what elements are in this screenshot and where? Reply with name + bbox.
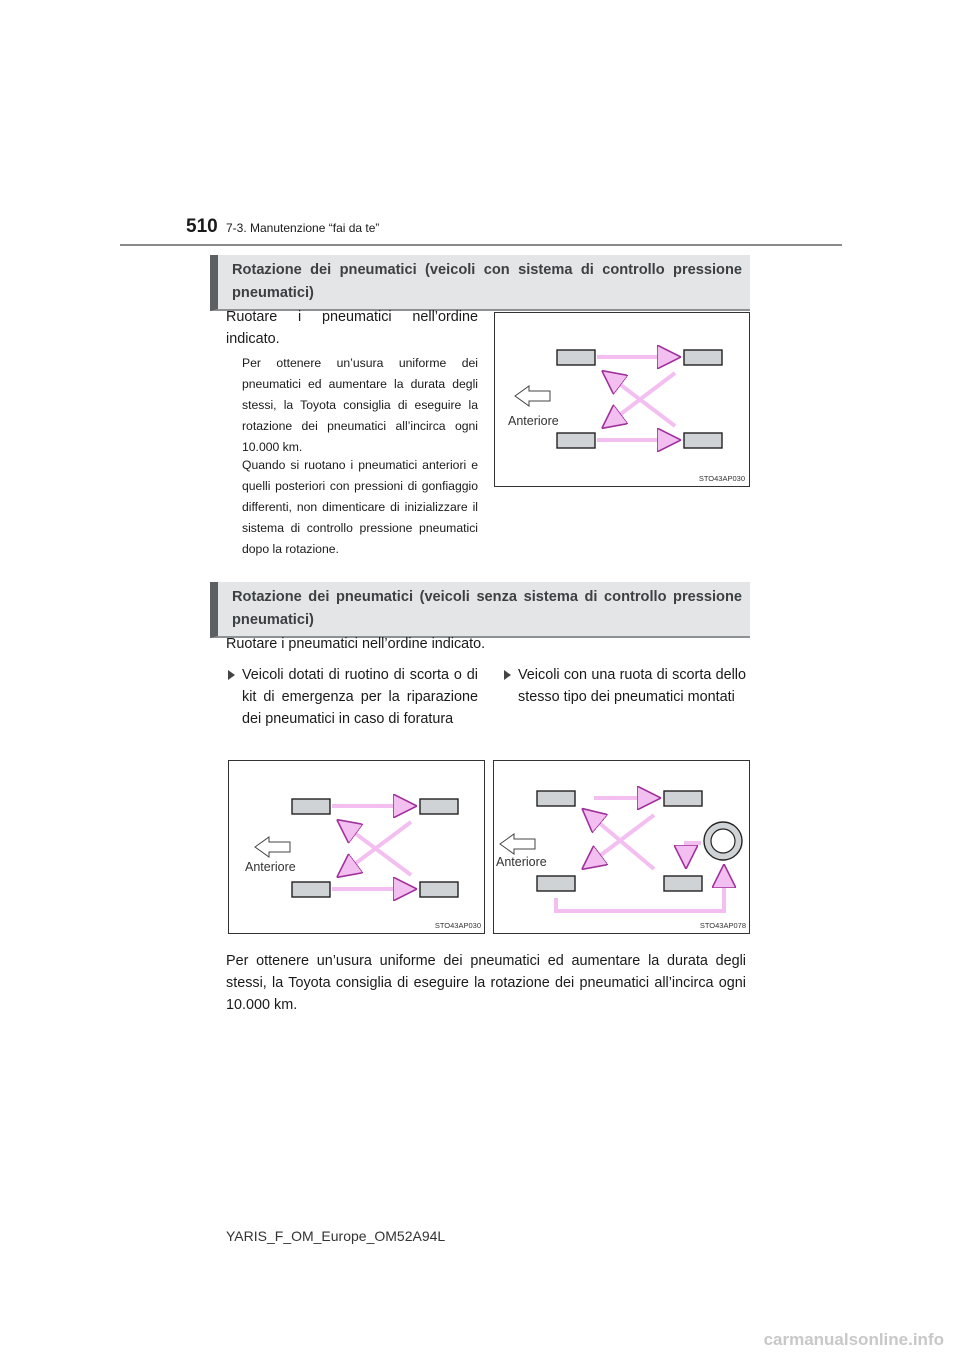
bullet-triangle-icon — [504, 670, 511, 680]
arrow-spare-to-rear — [686, 843, 701, 865]
section2-footnote: Per ottenere un’usura uniforme dei pneumatici ed aumentare la durata degli stessi, la Toyota consiglia di eseguire la rotazione dei pneumatici all’incirca ogni 10.000 km. — [226, 953, 746, 1013]
front-direction-arrow-icon — [515, 386, 550, 406]
spare-tire-inner — [711, 829, 735, 853]
bullet-compact-spare-text: Veicoli dotati di ruotino di scorta o di kit di emergenza per la riparazione dei pneumatici in caso di foratura — [242, 667, 478, 727]
header-rule — [120, 244, 842, 246]
page-number: 510 — [186, 216, 218, 237]
front-label: Anteriore — [508, 414, 559, 428]
rotation-diagram-full-spare-drawing — [494, 761, 749, 933]
tire-rear-left — [664, 791, 702, 806]
tire-rear-right — [664, 876, 702, 891]
bullet-full-spare-text: Veicoli con una ruota di scorta dello stesso tipo dei pneumatici montati — [518, 667, 746, 705]
front-direction-arrow-icon — [255, 837, 290, 857]
tire-front-left — [292, 799, 330, 814]
section-heading-without-tpms: Rotazione dei pneumatici (veicoli senza sistema di controllo pressione pneumatici) — [210, 582, 750, 638]
rotation-diagram-compact-spare — [228, 760, 485, 934]
tire-rear-right — [420, 882, 458, 897]
section1-instruction: Ruotare i pneumatici nell’ordine indicato. — [226, 309, 478, 347]
figure-code: STO43AP030 — [434, 921, 481, 930]
section1-note-tpms-reset: Quando si ruotano i pneumatici anteriori e quelli posteriori con pressioni di gonfiaggio differenti, non dimenticare di inizializzare il sistema di controllo pressione pneumatici dopo la rotazione. — [242, 458, 478, 556]
rotation-diagram-full-spare — [493, 760, 750, 934]
tire-front-right — [557, 433, 595, 448]
section1-note-rotation-interval: Per ottenere un’usura uniforme dei pneumatici ed aumentare la durata degli stessi, la Toyota consiglia di eseguire la rotazione dei pneumatici all’incirca ogni 10.000 km. — [242, 356, 478, 454]
figure-code: STO43AP030 — [698, 474, 745, 483]
bullet-compact-spare — [242, 664, 478, 730]
rotation-diagram-compact-spare-drawing — [229, 761, 484, 933]
front-direction-arrow-icon — [500, 834, 535, 854]
bullet-full-spare — [518, 664, 746, 708]
rotation-diagram-tpms-drawing — [495, 313, 749, 486]
tire-front-left — [557, 350, 595, 365]
tire-rear-left — [684, 350, 722, 365]
tire-front-right — [537, 876, 575, 891]
tire-front-right — [292, 882, 330, 897]
tire-rear-left — [420, 799, 458, 814]
bullet-triangle-icon — [228, 670, 235, 680]
document-id: YARIS_F_OM_Europe_OM52A94L — [226, 1228, 446, 1244]
tire-front-left — [537, 791, 575, 806]
rotation-diagram-tpms — [494, 312, 750, 487]
front-label: Anteriore — [496, 855, 547, 869]
section2-instruction: Ruotare i pneumatici nell’ordine indicato. — [226, 636, 486, 652]
figure-code: STO43AP078 — [699, 921, 746, 930]
section-heading-with-tpms: Rotazione dei pneumatici (veicoli con sistema di controllo pressione pneumatici) — [210, 255, 750, 311]
watermark: carmanualsonline.info — [763, 1330, 944, 1349]
chapter-title: 7-3. Manutenzione “fai da te” — [226, 221, 380, 235]
tire-rear-right — [684, 433, 722, 448]
front-label: Anteriore — [245, 860, 296, 874]
